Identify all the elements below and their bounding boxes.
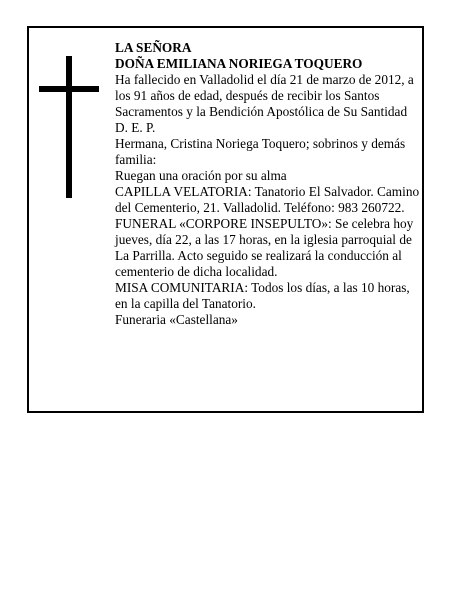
wake-chapel-info: CAPILLA VELATORIA: Tanatorio El Salvador. Camino del Cementerio, 21. Valladolid. Teléfono: 983 260722. <box>115 184 420 215</box>
family-line: Hermana, Cristina Noriega Toquero; sobrinos y demás familia: <box>115 136 406 167</box>
funeral-info: FUNERAL «CORPORE INSEPULTO»: Se celebra hoy jueves, día 22, a las 17 horas, en la iglesia parroquial de La Parrilla. Acto seguido se realizará la conducción al cementerio de dicha localidad. <box>115 216 414 279</box>
community-mass-info: MISA COMUNITARIA: Todos los días, a las 10 horas, en la capilla del Tanatorio. <box>115 280 410 311</box>
death-announcement: Ha fallecido en Valladolid el día 21 de marzo de 2012, a los 91 años de edad, después de recibir los Santos Sacramentos y la Bendición Apostólica de Su Santidad D. E. P. <box>115 72 414 135</box>
notice-text <box>115 40 421 328</box>
cross-horizontal-bar <box>39 86 99 92</box>
notice-heading-title: LA SEÑORA <box>115 40 192 55</box>
notice-heading-name: DOÑA EMILIANA NORIEGA TOQUERO <box>115 56 363 71</box>
cross-icon <box>39 56 99 198</box>
obituary-notice <box>27 26 424 413</box>
cross-vertical-bar <box>66 56 72 198</box>
funeral-home: Funeraria «Castellana» <box>115 312 238 327</box>
prayer-request: Ruegan una oración por su alma <box>115 168 287 183</box>
